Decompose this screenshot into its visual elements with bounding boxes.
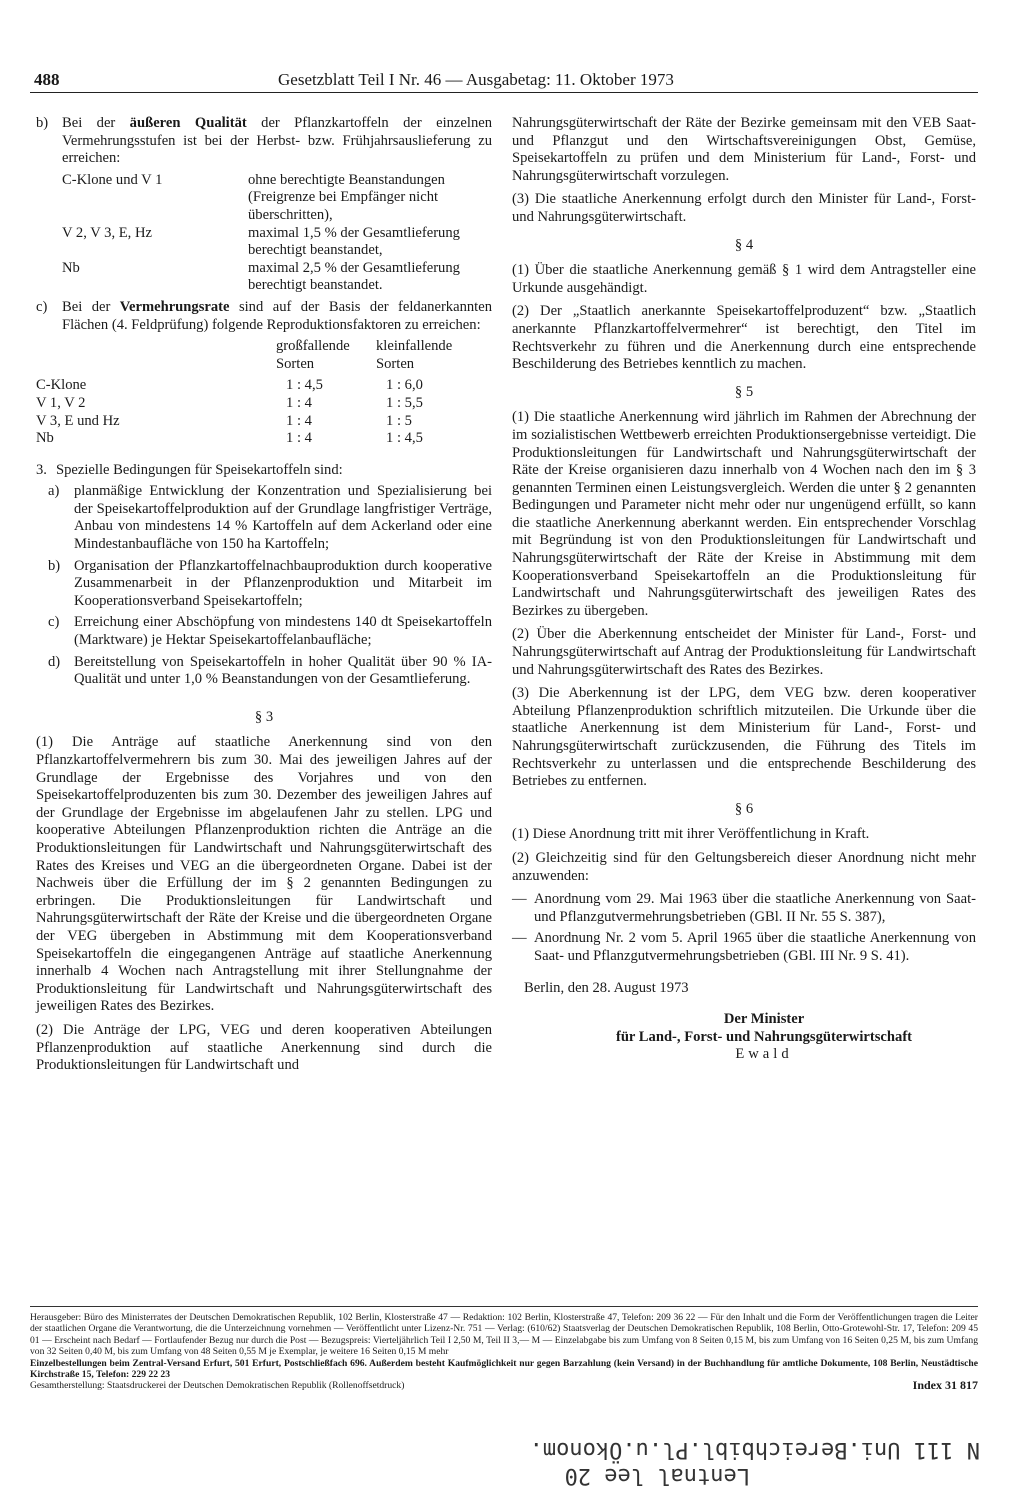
condition-item bbox=[48, 654, 492, 689]
left-column bbox=[36, 115, 492, 1081]
quality-row bbox=[62, 172, 492, 225]
text-fragment: Bei der bbox=[62, 298, 120, 315]
paragraph: (1) Die Anträge auf staatliche Anerkennung sind von den Pflanzkartoffelvermehrern bis zum 30. Mai des jeweiligen Jahres auf der Grundlage der Ergebnisse des Vorjahres und von den Speisekartoffelproduzenten bis zum 30. Dezember des jeweiligen Jahres auf der Grundlage der Ergebnisse im abgelaufenen Jahr zu stellen. LPG und kooperative Abteilungen Pflanzenproduktion richten die Anträge an die Produktionsleitungen für Landwirtschaft und Nahrungsgüterwirtschaft des Rates des Kreises und VEG an die übergeordneten Organe. Dabei ist der Nachweis über die Erfüllung der im § 2 genannten Bedingungen zu erbringen. Die Produktionsleitungen für Landwirtschaft und Nahrungsgüterwirtschaft der Räte der Kreise und die übergeordneten Organe der VEG übergeben in Abstimmung mit dem Kooperationsverband Speisekartoffeln die eingegangenen Anträge auf staatliche Anerkennung innerhalb 4 Wochen nach Antragstellung mit ihrer Stellungnahme der Produktionsleitung für Landwirtschaft und Nahrungsgüterwirtschaft des jeweiligen Rates des Bezirkes. bbox=[36, 734, 492, 1015]
right-column bbox=[512, 115, 976, 1064]
item-text bbox=[62, 299, 492, 334]
rate-row bbox=[36, 395, 492, 413]
signature-title: für Land-, Forst- und Nahrungsgüterwirtschaft bbox=[615, 1028, 913, 1045]
item-text: Erreichung einer Abschöpfung von mindestens 140 dt Speisekartoffeln (Marktware) je Hektar Speisekartoffelanbaufläche; bbox=[74, 614, 492, 649]
rate-key: Nb bbox=[36, 430, 54, 447]
condition-list bbox=[48, 483, 492, 689]
stamp-line: Lentnal lee 20 bbox=[564, 1463, 750, 1488]
signature-name: Ewald bbox=[735, 1046, 793, 1063]
item-label: b) bbox=[48, 557, 61, 574]
section-heading-5: § 5 bbox=[734, 383, 754, 400]
rate-key: C-Klone bbox=[36, 377, 87, 394]
quality-value: ohne berechtigte Beanstandungen (Freigrenze bei Empfänger nicht überschritten), bbox=[248, 171, 445, 223]
quality-row bbox=[62, 225, 492, 260]
rate-header-col2: kleinfallende bbox=[376, 338, 453, 355]
rate-col1: 1 : 4,5 bbox=[286, 377, 323, 394]
section-heading-4: § 4 bbox=[734, 236, 754, 253]
paragraph: Nahrungsgüterwirtschaft der Räte der Bezirke gemeinsam mit den VEB Saat- und Pflanzgut und den Wirtschaftsvereinigungen Obst, Gemüse, Speisekartoffeln zu prüfen und dem Ministerium für Land-, Forst- und Nahrungsgüterwirtschaft vorzulegen. bbox=[512, 115, 976, 184]
paragraph: (2) Gleichzeitig sind für den Geltungsbereich dieser Anordnung nicht mehr anzuwenden: bbox=[512, 849, 976, 884]
paragraph: (1) Die staatliche Anerkennung wird jährlich im Rahmen der Abrechnung der im sozialistischen Wettbewerb erreichten Produktionsergebnisse verteidigt. Die Produktionsleitungen für Landwirtschaft und Nahrungsgüterwirtschaft der Räte der Kreise organisieren dazu innerhalb von 4 Wochen nach den im § 3 genannten Terminen einen Leistungsvergleich. Werden die unter § 2 genannten Bedingungen und Parameter nicht mehr oder nur ungenügend erfüllt, so kann die staatliche Anerkennung aberkannt werden. Ein entsprechender Vorschlag mit Begründung ist von den Produktionsleitungen für Landwirtschaft und Nahrungsgüterwirtschaft der Räte der Kreise in Abstimmung mit dem Kooperationsverband Speisekartoffeln an die Produktionsleitung für Landwirtschaft und Nahrungsgüterwirtschaft des jeweiligen Rates des Bezirkes zu übergeben. bbox=[512, 409, 976, 619]
repealed-item bbox=[512, 891, 976, 926]
imprint-last-line bbox=[30, 1380, 978, 1391]
item-text: Organisation der Pflanzkartoffelnachbauproduktion durch kooperative Zusammenarbeit in der Pflanzenproduktion und Mitarbeit im Kooperationsverband Speisekartoffeln; bbox=[74, 557, 492, 609]
text-fragment: der Pflanzkartoffeln der einzelnen Vermehrungsstufen ist bei der Herbst- bzw. Frühjahrsauslieferung zu erreichen: bbox=[62, 115, 493, 167]
quality-key: C-Klone und V 1 bbox=[62, 171, 163, 188]
stamp-line: N 111 Uni.Bereichbibl.Pl.u.Ökonom. bbox=[529, 1437, 980, 1462]
item-c-rate bbox=[36, 299, 492, 334]
dash-label: — bbox=[512, 891, 527, 908]
rate-row bbox=[36, 430, 492, 448]
rate-table bbox=[36, 338, 492, 448]
section-heading-6: § 6 bbox=[734, 800, 754, 817]
header-title: Gesetzblatt Teil I Nr. 46 — Ausgabetag: 11. Oktober 1973 bbox=[278, 70, 674, 89]
rate-header-col1: großfallende bbox=[276, 338, 350, 355]
imprint bbox=[30, 1312, 978, 1392]
rate-key: V 1, V 2 bbox=[36, 394, 86, 411]
page-number: 488 bbox=[34, 70, 60, 89]
text-fragment: Bei der bbox=[62, 115, 130, 131]
footer-divider bbox=[30, 1306, 978, 1307]
imprint-text: Herausgeber: Büro des Ministerrates der Deutschen Demokratischen Republik, 102 Berlin, Klosterstraße 47 — Redaktion: 102 Berlin, Klosterstraße 47, Telefon: 209 36 22 — Für den Inhalt und die Form der Veröffentlichungen tragen die Leiter der staatlichen Organe die Verantwortung, die die Unterzeichnung vornehmen — Veröffentlicht unter Lizenz-Nr. 751 — Verlag: (610/62) Staatsverlag der Deutschen Demokratischen Republik, 108 Berlin, Otto-Grotewohl-Str. 17, Telefon: 209 45 01 — Erscheint nach Bedarf — Fortlaufender Bezug nur durch die Post — Bezugspreis: Vierteljährlich Teil I 2,50 M, Teil II 3,— M — Einzelabgabe bis zum Umfang von 8 Seiten 0,15 M, bis zum Umfang von 16 Seiten 0,25 M, bis zum Umfang von 32 Seiten 0,40 M, bis zum Umfang von 48 Seiten 0,55 M je Exemplar, je weitere 16 Seiten 0,15 M mehr bbox=[30, 1312, 978, 1358]
paragraph: (2) Über die Aberkennung entscheidet der Minister für Land-, Forst- und Nahrungsgüterwirtschaft auf Antrag der Produktionsleitung für Landwirtschaft und Nahrungsgüterwirtschaft des Rates des Bezirkes. bbox=[512, 626, 976, 678]
item-label: c) bbox=[36, 298, 48, 315]
item-text: Spezielle Bedingungen für Speisekartoffeln sind: bbox=[56, 461, 343, 478]
rate-col2: 1 : 4,5 bbox=[386, 430, 423, 447]
item-text: Anordnung Nr. 2 vom 5. April 1965 über die staatliche Anerkennung von Saat- und Pflanzgutvermehrungsbetrieben (GBl. III Nr. 9 S. 41). bbox=[534, 930, 976, 964]
bold-term: Vermehrungsrate bbox=[119, 298, 230, 315]
place-date: Berlin, den 28. August 1973 bbox=[524, 979, 689, 996]
rate-header-row bbox=[62, 338, 492, 356]
page-header bbox=[30, 62, 978, 93]
item-label: b) bbox=[36, 115, 49, 131]
paragraph: (3) Die Aberkennung ist der LPG, dem VEG bzw. deren kooperativer Abteilung Pflanzenproduktion schriftlich mitzuteilen. Die Urkunde über die staatliche Anerkennung ist dem Ministerium für Land-, Forst- und Nahrungsgüterwirtschaft zurückzusenden, die Führung des Titels im Rechtsverkehr zu unterlassen und die entsprechende Beschilderung des Betriebes zu entfernen. bbox=[512, 685, 976, 790]
rate-col2: 1 : 5,5 bbox=[386, 394, 423, 411]
text-fragment: sind auf der Basis der feldanerkannten Flächen (4. Feldprüfung) folgende Reproduktionsfaktoren zu erreichen: bbox=[62, 298, 493, 333]
paragraph: (3) Die staatliche Anerkennung erfolgt durch den Minister für Land-, Forst- und Nahrungsgüterwirtschaft. bbox=[512, 191, 976, 225]
rate-header-blank bbox=[62, 356, 276, 374]
rate-row bbox=[36, 377, 492, 395]
dash-label: — bbox=[512, 930, 527, 947]
signature-title: Der Minister bbox=[723, 1011, 805, 1028]
rate-col2: 1 : 5 bbox=[386, 412, 412, 429]
quality-key: Nb bbox=[62, 259, 80, 276]
item-text bbox=[62, 115, 492, 168]
condition-item bbox=[48, 483, 492, 553]
paragraph: (2) Der „Staatlich anerkannte Speisekartoffelproduzent“ bzw. „Staatlich anerkannte Pflanzkartoffelvermehrer“ ist berechtigt, den Titel im Rechtsverkehr zu führen und die Anerkennung durch eine entsprechende Beschilderung des Betriebes kenntlich zu machen. bbox=[512, 303, 976, 373]
quality-value: maximal 1,5 % der Gesamtlieferung berechtigt beanstandet, bbox=[248, 224, 460, 259]
rate-col1: 1 : 4 bbox=[286, 394, 312, 411]
condition-item bbox=[48, 558, 492, 611]
bold-term: äußeren Qualität bbox=[129, 115, 247, 131]
rate-header-col1: Sorten bbox=[276, 355, 315, 372]
paragraph: (1) Über die staatliche Anerkennung gemäß § 1 wird dem Antragsteller eine Urkunde ausgehändigt. bbox=[512, 262, 976, 296]
imprint-text: Einzelbestellungen beim Zentral-Versand Erfurt, 501 Erfurt, Postschließfach 696. Außerdem besteht Kaufmöglichkeit nur gegen Barzahlung (kein Versand) in der Buchhandlung für amtliche Dokumente, 108 Berlin, Neustädtische Kirchstraße 15, Telefon: 229 22 23 bbox=[30, 1357, 978, 1381]
rate-row bbox=[36, 413, 492, 431]
rate-header-col2: Sorten bbox=[376, 355, 415, 372]
quality-table bbox=[62, 172, 492, 295]
imprint-text: Gesamtherstellung: Staatsdruckerei der Deutschen Demokratischen Republik (Rollenoffsetdruck) bbox=[30, 1380, 405, 1392]
item-text: Bereitstellung von Speisekartoffeln in hoher Qualität über 90 % IA-Qualität und unter 1,0 % Beanstandungen von der Gesamtlieferung. bbox=[74, 653, 492, 688]
rate-col2: 1 : 6,0 bbox=[386, 377, 423, 394]
rate-header-blank bbox=[62, 338, 276, 356]
paragraph: (2) Die Anträge der LPG, VEG und deren kooperativen Abteilungen Pflanzenproduktion auf staatliche Anerkennung sind durch die Produktionsleitungen für Landwirtschaft und bbox=[36, 1021, 492, 1074]
item-3-conditions bbox=[36, 462, 492, 480]
section-heading-3: § 3 bbox=[254, 708, 274, 725]
rate-col1: 1 : 4 bbox=[286, 412, 312, 429]
rate-header-row bbox=[62, 356, 492, 374]
quality-row bbox=[62, 260, 492, 295]
quality-value: maximal 2,5 % der Gesamtlieferung berechtigt beanstandet. bbox=[248, 259, 460, 294]
rate-col1: 1 : 4 bbox=[286, 430, 312, 447]
rate-key: V 3, E und Hz bbox=[36, 412, 120, 429]
condition-item bbox=[48, 614, 492, 649]
repealed-item bbox=[512, 930, 976, 965]
index-number: Index 31 817 bbox=[912, 1378, 978, 1393]
item-label: c) bbox=[48, 614, 60, 631]
item-label: d) bbox=[48, 653, 61, 670]
quality-key: V 2, V 3, E, Hz bbox=[62, 224, 152, 241]
paragraph: (1) Diese Anordnung tritt mit ihrer Veröffentlichung in Kraft. bbox=[512, 826, 870, 843]
item-label: a) bbox=[48, 483, 60, 500]
library-stamp bbox=[380, 1428, 980, 1488]
signature-block bbox=[552, 1011, 976, 1064]
item-label: 3. bbox=[36, 461, 47, 478]
item-text: Anordnung vom 29. Mai 1963 über die staatliche Anerkennung von Saat- und Pflanzgutvermehrungsbetrieben (GBl. II Nr. 55 S. 387), bbox=[534, 891, 976, 925]
item-b-quality bbox=[36, 115, 492, 168]
item-text: planmäßige Entwicklung der Konzentration und Spezialisierung bei der Speisekartoffelproduktion auf der Grundlage langfristiger Verträge, Anbau von mindestens 14 % Kartoffeln auf dem Ackerland oder eine Mindestanbaufläche von 150 ha Kartoffeln; bbox=[74, 483, 492, 553]
